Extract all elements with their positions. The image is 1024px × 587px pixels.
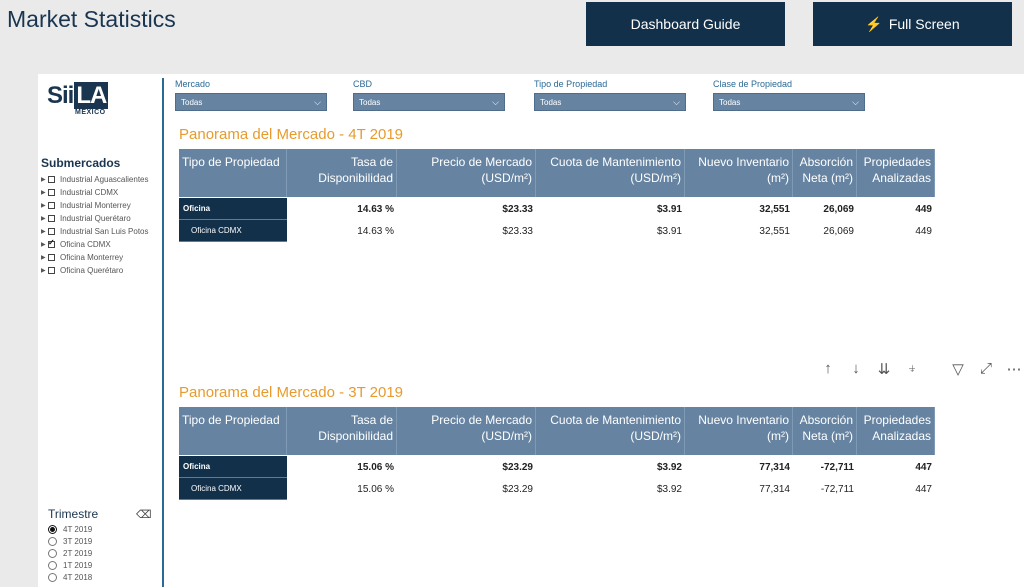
cell-inventario: 77,314 [759, 461, 790, 473]
col-header-propiedades[interactable]: Propiedades Analizadas [857, 149, 935, 197]
cell-propiedades: 449 [915, 225, 932, 237]
checkbox[interactable] [48, 267, 55, 274]
submercado-label: Industrial San Luis Potos [60, 227, 149, 236]
row-label: Oficina [179, 198, 287, 220]
trimestre-option[interactable] [48, 535, 92, 547]
sort-up-icon[interactable]: ↑ [824, 360, 832, 377]
col-header-tipo[interactable]: Tipo de Propiedad [179, 407, 287, 455]
expand-icon[interactable]: ▶ [41, 242, 46, 248]
siila-logo [47, 84, 137, 120]
cell-cuota: $3.92 [656, 483, 682, 495]
cell-precio: $23.29 [502, 461, 533, 473]
submercado-label: Industrial Monterrey [60, 201, 131, 210]
expand-icon[interactable]: ▶ [41, 190, 46, 196]
submercado-item[interactable] [41, 251, 149, 264]
trimestre-label: 4T 2018 [63, 572, 93, 582]
eraser-icon[interactable]: ⌫ [136, 509, 152, 521]
filter-label: Clase de Propiedad [713, 79, 793, 89]
market-table-4t [179, 149, 935, 242]
table-header [179, 149, 935, 197]
table-row[interactable] [179, 198, 935, 220]
col-header-propiedades[interactable]: Propiedades Analizadas [857, 407, 935, 455]
cell-cuota: $3.92 [656, 461, 682, 473]
radio[interactable] [48, 537, 57, 546]
cell-precio: $23.33 [502, 203, 533, 215]
radio-selected[interactable] [48, 525, 57, 534]
cell-cuota: $3.91 [656, 203, 682, 215]
expand-hierarchy-icon[interactable]: ⍖ [907, 360, 917, 377]
full-screen-button[interactable] [813, 2, 1012, 46]
filter-tipo-propiedad [534, 79, 686, 111]
submercado-item[interactable] [41, 199, 149, 212]
filter-value: Todas [719, 97, 741, 107]
dashboard-guide-button[interactable] [586, 2, 785, 46]
trimestre-label: 4T 2019 [63, 524, 93, 534]
logo-word: Sii [47, 82, 74, 109]
submercado-label: Industrial Querétaro [60, 214, 131, 223]
submercado-item[interactable] [41, 173, 149, 186]
row-label: Oficina CDMX [179, 220, 287, 242]
submercados-title: Submercados [41, 156, 121, 170]
table-header [179, 407, 935, 455]
page-title: Market Statistics [7, 6, 176, 32]
col-header-tasa[interactable]: Tasa de Disponibilidad [287, 407, 397, 455]
checkbox[interactable] [48, 228, 55, 235]
cell-inventario: 77,314 [759, 483, 790, 495]
filter-label: Tipo de Propiedad [534, 79, 608, 89]
filter-icon[interactable]: ▽ [952, 361, 964, 378]
expand-icon[interactable]: ▶ [41, 268, 46, 274]
chevron-down-icon: ⌵ [852, 96, 859, 107]
cell-inventario: 32,551 [759, 203, 790, 215]
checkbox[interactable] [48, 189, 55, 196]
col-header-precio[interactable]: Precio de Mercado (USD/m²) [397, 149, 536, 197]
trimestre-option[interactable] [48, 523, 92, 535]
radio[interactable] [48, 573, 57, 582]
filter-value: Todas [181, 97, 203, 107]
table-row[interactable] [179, 478, 935, 500]
cell-precio: $23.33 [502, 225, 533, 237]
cell-absorcion: -72,711 [820, 483, 854, 495]
cell-absorcion: 26,069 [823, 225, 854, 237]
chevron-down-icon: ⌵ [492, 96, 499, 107]
submercado-item[interactable] [41, 225, 149, 238]
filter-label: CBD [353, 79, 373, 89]
cell-tasa: 15.06 % [357, 461, 394, 473]
col-header-precio[interactable]: Precio de Mercado (USD/m²) [397, 407, 536, 455]
col-header-inventario[interactable]: Nuevo Inventario (m²) [685, 149, 793, 197]
expand-icon[interactable]: ▶ [41, 203, 46, 209]
trimestre-label: 3T 2019 [63, 536, 93, 546]
checkbox[interactable] [48, 254, 55, 261]
submercados-list [41, 173, 149, 277]
trimestre-option[interactable] [48, 559, 92, 571]
trimestre-label: 2T 2019 [63, 548, 93, 558]
filter-dropdown[interactable] [175, 93, 327, 111]
col-header-cuota[interactable]: Cuota de Mantenimiento (USD/m²) [536, 407, 685, 455]
col-header-inventario[interactable]: Nuevo Inventario (m²) [685, 407, 793, 455]
checkbox-checked[interactable] [48, 241, 55, 248]
trimestre-option[interactable] [48, 571, 92, 583]
table-row[interactable] [179, 456, 935, 478]
submercado-label: Oficina Querétaro [60, 266, 124, 275]
expand-icon[interactable]: ▶ [41, 229, 46, 235]
logo-accent: LA [76, 82, 107, 109]
cell-tasa: 14.63 % [357, 203, 394, 215]
sidebar-divider [162, 78, 164, 587]
chevron-down-icon: ⌵ [314, 96, 321, 107]
checkbox[interactable] [48, 202, 55, 209]
row-label: Oficina CDMX [179, 478, 287, 500]
submercado-item[interactable] [41, 186, 149, 199]
filter-mercado [175, 79, 327, 111]
submercado-label: Industrial CDMX [60, 188, 119, 197]
checkbox[interactable] [48, 215, 55, 222]
cell-precio: $23.29 [502, 483, 533, 495]
more-options-icon[interactable]: ⋯ [1006, 361, 1022, 378]
filter-dropdown[interactable] [534, 93, 686, 111]
cell-absorcion: -72,711 [820, 461, 854, 473]
lightning-icon: ⚡ [865, 15, 883, 32]
section-title-4t: Panorama del Mercado - 4T 2019 [179, 126, 404, 143]
trimestre-list [48, 523, 92, 583]
col-header-cuota[interactable]: Cuota de Mantenimiento (USD/m²) [536, 149, 685, 197]
cell-absorcion: 26,069 [823, 203, 854, 215]
filter-clase-propiedad [713, 79, 865, 111]
expand-icon[interactable]: ▶ [41, 177, 46, 183]
col-header-absorcion[interactable]: Absorción Neta (m²) [793, 407, 857, 455]
drill-down-all-icon[interactable]: ⇊ [877, 361, 891, 378]
table-row[interactable] [179, 220, 935, 242]
cell-tasa: 15.06 % [357, 483, 394, 495]
row-label: Oficina [179, 456, 287, 478]
cell-propiedades: 449 [915, 203, 932, 215]
submercado-label: Oficina Monterrey [60, 253, 124, 262]
visual-toolbar [819, 360, 1023, 378]
filter-dropdown[interactable] [353, 93, 505, 111]
full-screen-label: Full Screen [888, 16, 960, 32]
submercado-label: Industrial Aguascalientes [60, 175, 149, 184]
submercado-item[interactable] [41, 238, 149, 251]
cell-propiedades: 447 [915, 461, 932, 473]
submercado-item[interactable] [41, 264, 149, 277]
filter-cbd [353, 79, 505, 111]
filter-value: Todas [540, 97, 562, 107]
logo-sub: MÉXICO [75, 109, 106, 116]
submercado-item[interactable] [41, 212, 149, 225]
cell-propiedades: 447 [915, 483, 932, 495]
dashboard-guide-label: Dashboard Guide [630, 16, 741, 32]
trimestre-option[interactable] [48, 547, 92, 559]
expand-icon[interactable]: ▶ [41, 255, 46, 261]
checkbox[interactable] [48, 176, 55, 183]
filter-dropdown[interactable] [713, 93, 865, 111]
col-header-tasa[interactable]: Tasa de Disponibilidad [287, 149, 397, 197]
col-header-absorcion[interactable]: Absorción Neta (m²) [793, 149, 857, 197]
expand-icon[interactable]: ▶ [41, 216, 46, 222]
section-title-3t: Panorama del Mercado - 3T 2019 [179, 384, 404, 401]
cell-tasa: 14.63 % [357, 225, 394, 237]
chevron-down-icon: ⌵ [673, 96, 680, 107]
trimestre-title: Trimestre [48, 507, 99, 521]
cell-cuota: $3.91 [656, 225, 682, 237]
radio[interactable] [48, 549, 57, 558]
sort-down-icon[interactable]: ↓ [852, 360, 860, 377]
focus-mode-icon[interactable]: ⤢ [979, 360, 992, 377]
trimestre-label: 1T 2019 [63, 560, 93, 570]
cell-inventario: 32,551 [759, 225, 790, 237]
col-header-tipo[interactable]: Tipo de Propiedad [179, 149, 287, 197]
report-canvas [38, 74, 1024, 587]
filter-label: Mercado [175, 79, 211, 89]
submercado-label: Oficina CDMX [60, 240, 111, 249]
radio[interactable] [48, 561, 57, 570]
market-table-3t [179, 407, 935, 500]
filter-value: Todas [359, 97, 381, 107]
